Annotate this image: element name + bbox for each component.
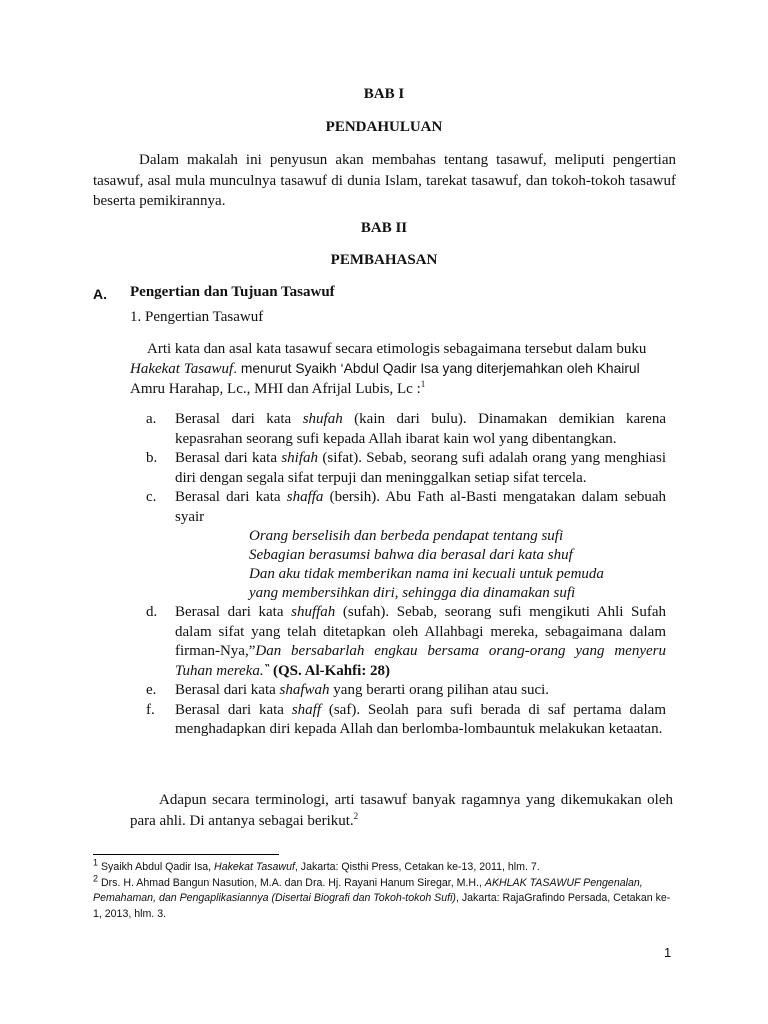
list-item: f. Berasal dari kata shaff (saf). Seolah para sufi berada di saf pertama dalam menghadapkan diri kepada Allah dan berlomba-lombauntuk melakukan ketaatan. (146, 701, 667, 737)
term: shufah (302, 411, 343, 427)
list-marker: a. (146, 411, 157, 427)
footnote-2: $^2$ Drs. H. Ahmad Bangun Nasution, M.A. dan Dra. Hj. Rayani Hanum Siregar, M.H., AKHLAK TASAWUF Pengenalan, Pemahaman, dan Pengaplikasiannya (Disertai Biografi dan Tokoh-tokoh Sufi), Jakarta: RajaGrafindo Persada, Cetakan ke-1, 2013, hlm. 3. (93, 872, 671, 920)
term: shaffa (286, 489, 324, 505)
subsection-title: 1. Pengertian Tasawuf (130, 309, 264, 325)
footnote-1: $^1$ Syaikh Abdul Qadir Isa, Hakekat Tasawuf, Jakarta: Qisthi Press, Cetakan ke-13, 2011, hlm. 7. (93, 857, 540, 873)
term: shaff (291, 701, 321, 718)
quran-quote: Dan bersabarlah engkau bersama orang-orang yang menyeru Tuhan mereka.‶ (175, 643, 666, 679)
list-item: c. Berasal dari kata shaffa (bersih). Abu Fath al-Basti mengatakan dalam sebuah syair Orang berselisih dan berbeda pendapat tentang sufi Sebagian berasumsi bahwa dia berasal dari kata shuf Dan aku tidak memberikan nama ini kecuali untuk pemuda yang membersihkan diri, sehingga dia dinamakan sufi (146, 489, 667, 601)
definition-text: Arti kata dan asal kata tasawuf secara etimologis sebagaimana tersebut dalam buku (147, 341, 647, 357)
footnote-ref[interactable]: 2 (353, 810, 359, 821)
chapter-heading-2: BAB II (360, 220, 408, 236)
list-item: e. Berasal dari kata shafwah yang berarti orang pilihan atau suci. (146, 681, 666, 701)
poem-line: yang membersihkan diri, sehingga dia dinamakan sufi (249, 585, 576, 601)
definition-text: . menurut Syaikh ‘Abdul Qadir Isa yang diterjemahkan oleh Khairul (233, 361, 640, 376)
list-marker: f. (146, 701, 155, 718)
footnote-divider (93, 854, 279, 855)
poem (175, 527, 666, 603)
chapter-title-2: PEMBAHASAN (330, 252, 438, 268)
list-marker: c. (146, 489, 157, 505)
closing-paragraph: Adapun secara terminologi, arti tasawuf banyak ragamnya yang dikemukakan oleh para ahli. Di antanya sebagai berikut.$^2$ (130, 792, 673, 829)
list-item: a. Berasal dari kata shufah (kain dari bulu). Dinamakan demikian karena kepasrahan seorang sufi kepada Allah ibarat kain wol yang dibentangkan. (146, 411, 666, 447)
term: shuffah (291, 604, 336, 620)
list-marker: b. (146, 450, 158, 466)
list-marker: d. (146, 604, 158, 620)
definition-text: Amru Harahap, Lc., MHI dan Afrijal Lubis, Lc : (130, 381, 421, 397)
term: shafwah (279, 682, 330, 698)
chapter-heading: BAB I (363, 86, 405, 102)
footnote-ref[interactable]: 1 (420, 379, 426, 389)
chapter-title: PENDAHULUAN (325, 119, 443, 135)
definition-list (146, 410, 666, 740)
section-letter: A. (93, 286, 107, 302)
term: shifah (281, 450, 319, 466)
section-title: Pengertian dan Tujuan Tasawuf (130, 284, 335, 300)
page-number: 1 (664, 945, 672, 960)
list-item: b. Berasal dari kata shifah (sifat). Sebab, seorang sufi adalah orang yang menghiasi diri dengan segala sifat terpuji dan meninggalkan setiap sifat tercela. (146, 450, 667, 486)
poem-line: Sebagian berasumsi bahwa dia berasal dari kata shuf (249, 547, 573, 563)
list-item: d. Berasal dari kata shuffah (sufah). Sebab, seorang sufi mengikuti Ahli Sufah dalam sifat yang telah ditetapkan oleh Allahbagi mereka, sebagaimana dalam firman-Nya,”Dan bersabarlah engkau bersama orang-orang yang menyeru Tuhan mereka.‶ (QS. Al-Kahfi: 28) (146, 604, 667, 679)
quran-reference: (QS. Al-Kahfi: 28) (272, 662, 391, 679)
book-title: Hakekat Tasawuf (130, 361, 234, 377)
poem-line: Dan aku tidak memberikan nama ini kecuali untuk pemuda (249, 566, 604, 582)
list-marker: e. (146, 682, 157, 698)
footnotes (93, 857, 678, 922)
poem-line: Orang berselisih dan berbeda pendapat tentang sufi (249, 528, 564, 544)
intro-paragraph: Dalam makalah ini penyusun akan membahas tentang tasawuf, meliputi pengertian tasawuf, asal mula munculnya tasawuf di dunia Islam, tarekat tasawuf, dan tokoh-tokoh tasawuf beserta pemikirannya. (93, 152, 676, 209)
